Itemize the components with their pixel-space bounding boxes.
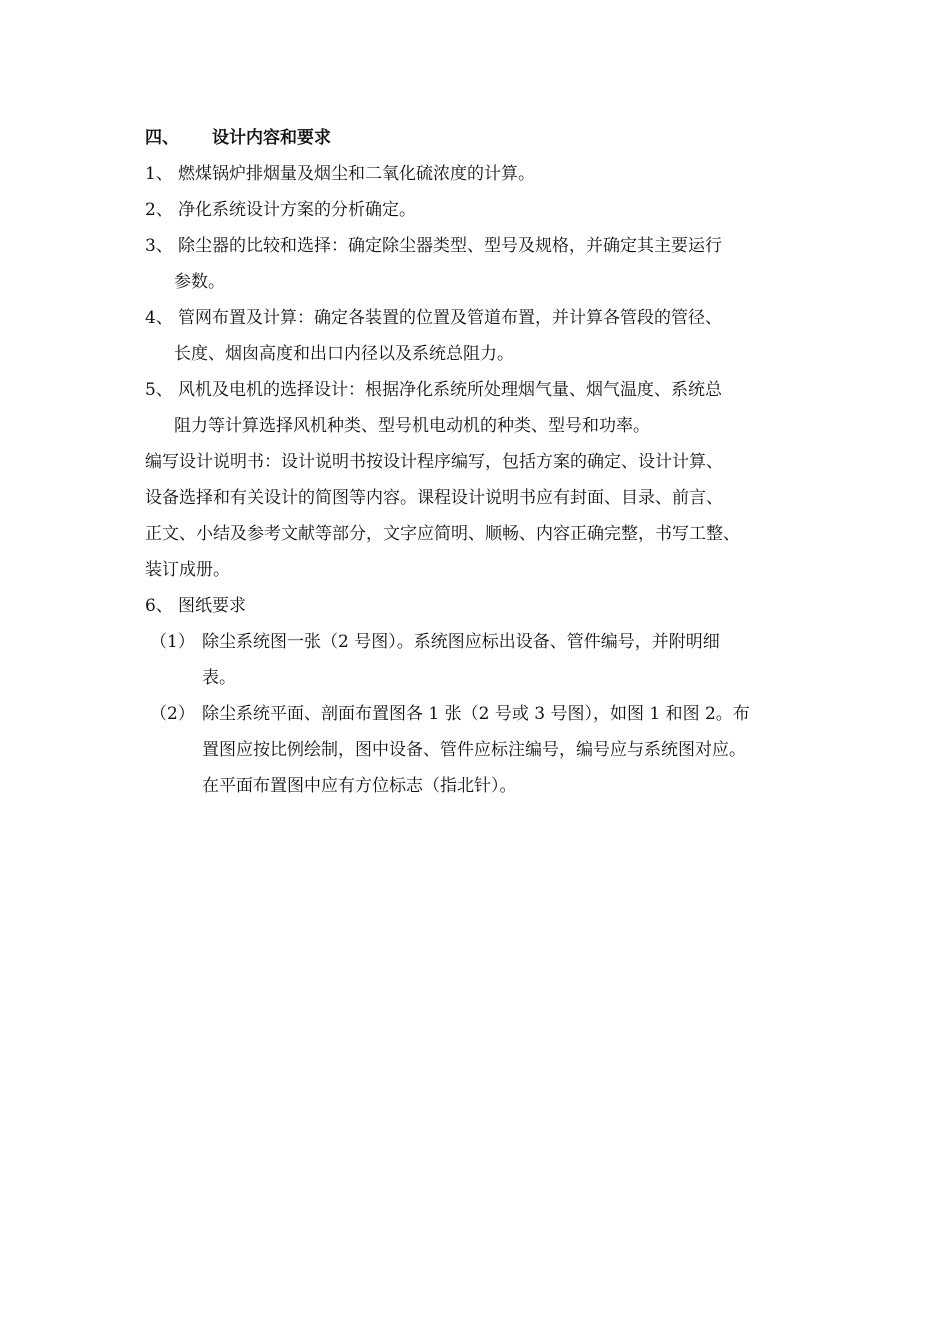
sub-item-text-continued: 表。: [202, 668, 236, 688]
sub-item-text-continued: 置图应按比例绘制，图中设备、管件应标注编号，编号应与系统图对应。: [202, 740, 746, 760]
sub-item-number: （2）: [150, 704, 195, 724]
list-item-number: 3、: [145, 236, 173, 256]
list-item-2: [145, 192, 835, 228]
list-item-text: 除尘器的比较和选择：确定除尘器类型、型号及规格，并确定其主要运行: [178, 236, 722, 256]
list-item-text-continued: 长度、烟囱高度和出口内径以及系统总阻力。: [174, 344, 514, 364]
section-title: 设计内容和要求: [212, 128, 331, 148]
list-item-text: 风机及电机的选择设计：根据净化系统所处理烟气量、烟气温度、系统总: [178, 380, 722, 400]
paragraph-line: 装订成册。: [145, 560, 230, 580]
paragraph-line: 编写设计说明书：设计说明书按设计程序编写，包括方案的确定、设计计算、: [145, 452, 723, 472]
sub-item-text: 除尘系统平面、剖面布置图各 1 张（2 号或 3 号图），如图 1 和图 2。布: [202, 704, 750, 724]
list-item-number: 5、: [145, 380, 173, 400]
list-item-4: [145, 300, 835, 372]
section-number: 四、: [145, 128, 179, 148]
sub-item-number: （1）: [150, 632, 195, 652]
sub-item-text-continued: 在平面布置图中应有方位标志（指北针）。: [202, 776, 517, 796]
sub-item-text: 除尘系统图一张（2 号图）。系统图应标出设备、管件编号，并附明细: [202, 632, 720, 652]
paragraph-line: 正文、小结及参考文献等部分，文字应简明、顺畅、内容正确完整，书写工整、: [145, 524, 740, 544]
list-item-text: 管网布置及计算：确定各装置的位置及管道布置，并计算各管段的管径、: [178, 308, 722, 328]
list-item-1: [145, 156, 835, 192]
list-item-number: 4、: [145, 308, 173, 328]
list-item-text: 净化系统设计方案的分析确定。: [178, 200, 416, 220]
section-heading: [145, 120, 835, 156]
list-item-text-continued: 参数。: [174, 272, 225, 292]
list-item-text: 燃煤锅炉排烟量及烟尘和二氧化硫浓度的计算。: [178, 164, 535, 184]
list-item-3: [145, 228, 835, 300]
sub-item-1: [145, 624, 835, 696]
sub-item-2: [145, 696, 835, 804]
paragraph-line: 设备选择和有关设计的简图等内容。课程设计说明书应有封面、目录、前言、: [145, 488, 723, 508]
report-requirements-paragraph: [145, 444, 835, 588]
list-item-6: [145, 588, 835, 624]
list-item-number: 1、: [145, 164, 173, 184]
document-content: [145, 120, 835, 804]
list-item-number: 2、: [145, 200, 173, 220]
list-item-text: 图纸要求: [178, 596, 246, 616]
list-item-text-continued: 阻力等计算选择风机种类、型号机电动机的种类、型号和功率。: [174, 416, 650, 436]
list-item-number: 6、: [145, 596, 173, 616]
list-item-5: [145, 372, 835, 444]
